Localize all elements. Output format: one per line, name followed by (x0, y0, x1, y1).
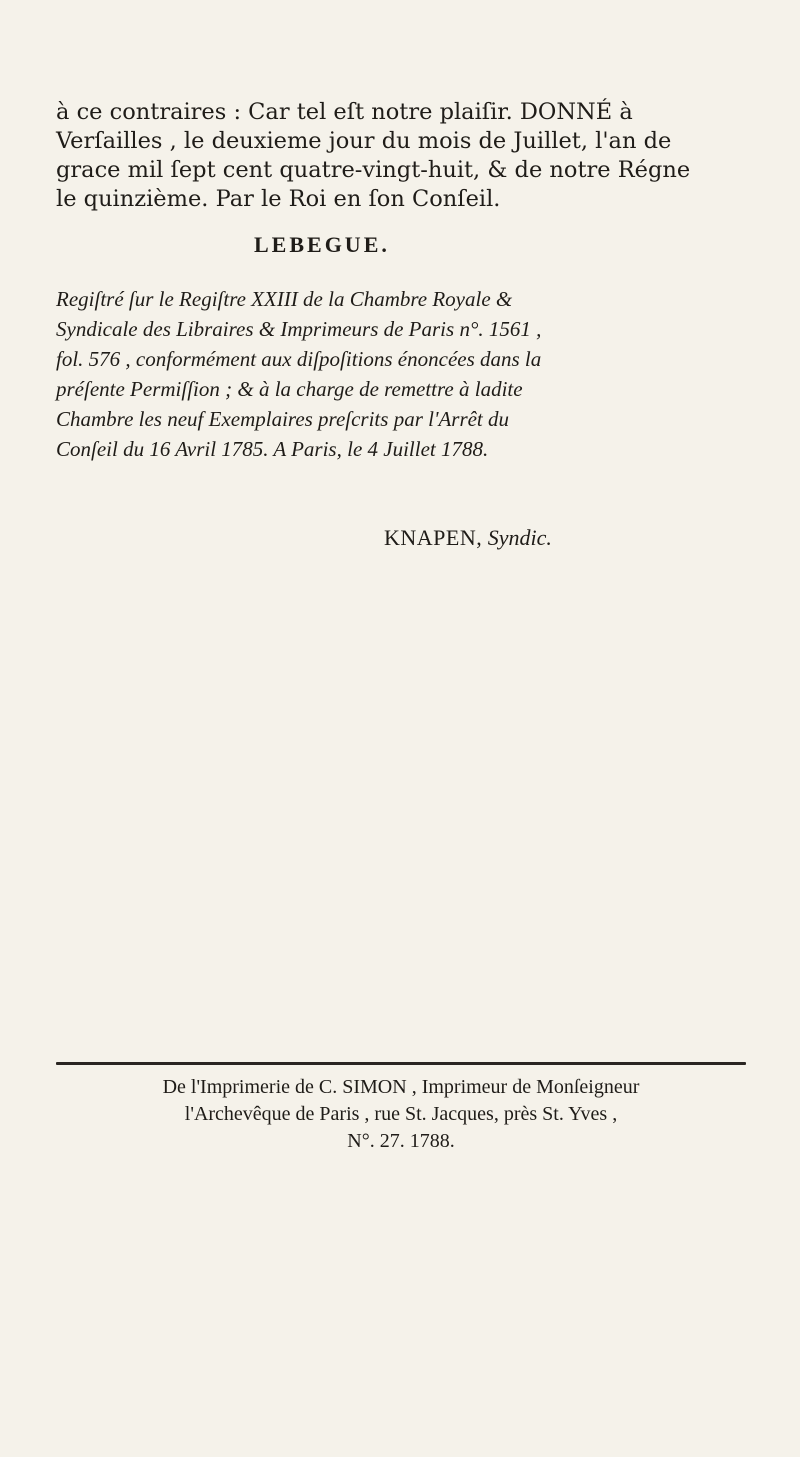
horizontal-rule (56, 1062, 746, 1065)
registration-text (56, 284, 746, 464)
printer-colophon (56, 1074, 746, 1155)
syndic-signature (384, 525, 552, 551)
text-line: Regiſtré ſur le Regiſtre XXIII de la Chambre Royale & (56, 287, 513, 311)
privilege-text (56, 98, 746, 214)
colophon-line: l'Archevêque de Paris , rue St. Jacques, près St. Yves , (184, 1103, 618, 1125)
text-line: Chambre les neuf Exemplaires preſcrits par l'Arrêt du (56, 407, 510, 431)
syndic-name: KNAPEN, (384, 525, 483, 550)
colophon-line: N°. 27. 1788. (347, 1130, 455, 1152)
signature-lebegue: LEBEGUE. (254, 232, 390, 257)
text-line: à ce contraires : Car tel eſt notre plaiſir. DONNÉ à (56, 99, 633, 125)
text-line: fol. 576 , conformément aux diſpoſitions énoncées dans la (56, 347, 542, 371)
text-line: le quinzième. Par le Roi en ſon Conſeil. (56, 186, 501, 212)
text-line: grace mil ſept cent quatre-vingt-huit, & de notre Régne (56, 157, 691, 183)
text-line: Syndicale des Libraires & Imprimeurs de Paris n°. 1561 , (56, 317, 542, 341)
syndic-title: Syndic. (487, 525, 552, 550)
text-line: Conſeil du 16 Avril 1785. A Paris, le 4 Juillet 1788. (56, 437, 489, 461)
text-line: Verſailles , le deuxieme jour du mois de Juillet, l'an de (56, 128, 672, 154)
colophon-line: De l'Imprimerie de C. SIMON , Imprimeur de Monſeigneur (162, 1076, 640, 1098)
text-line: préſente Permiſſion ; & à la charge de remettre à ladite (56, 377, 523, 401)
